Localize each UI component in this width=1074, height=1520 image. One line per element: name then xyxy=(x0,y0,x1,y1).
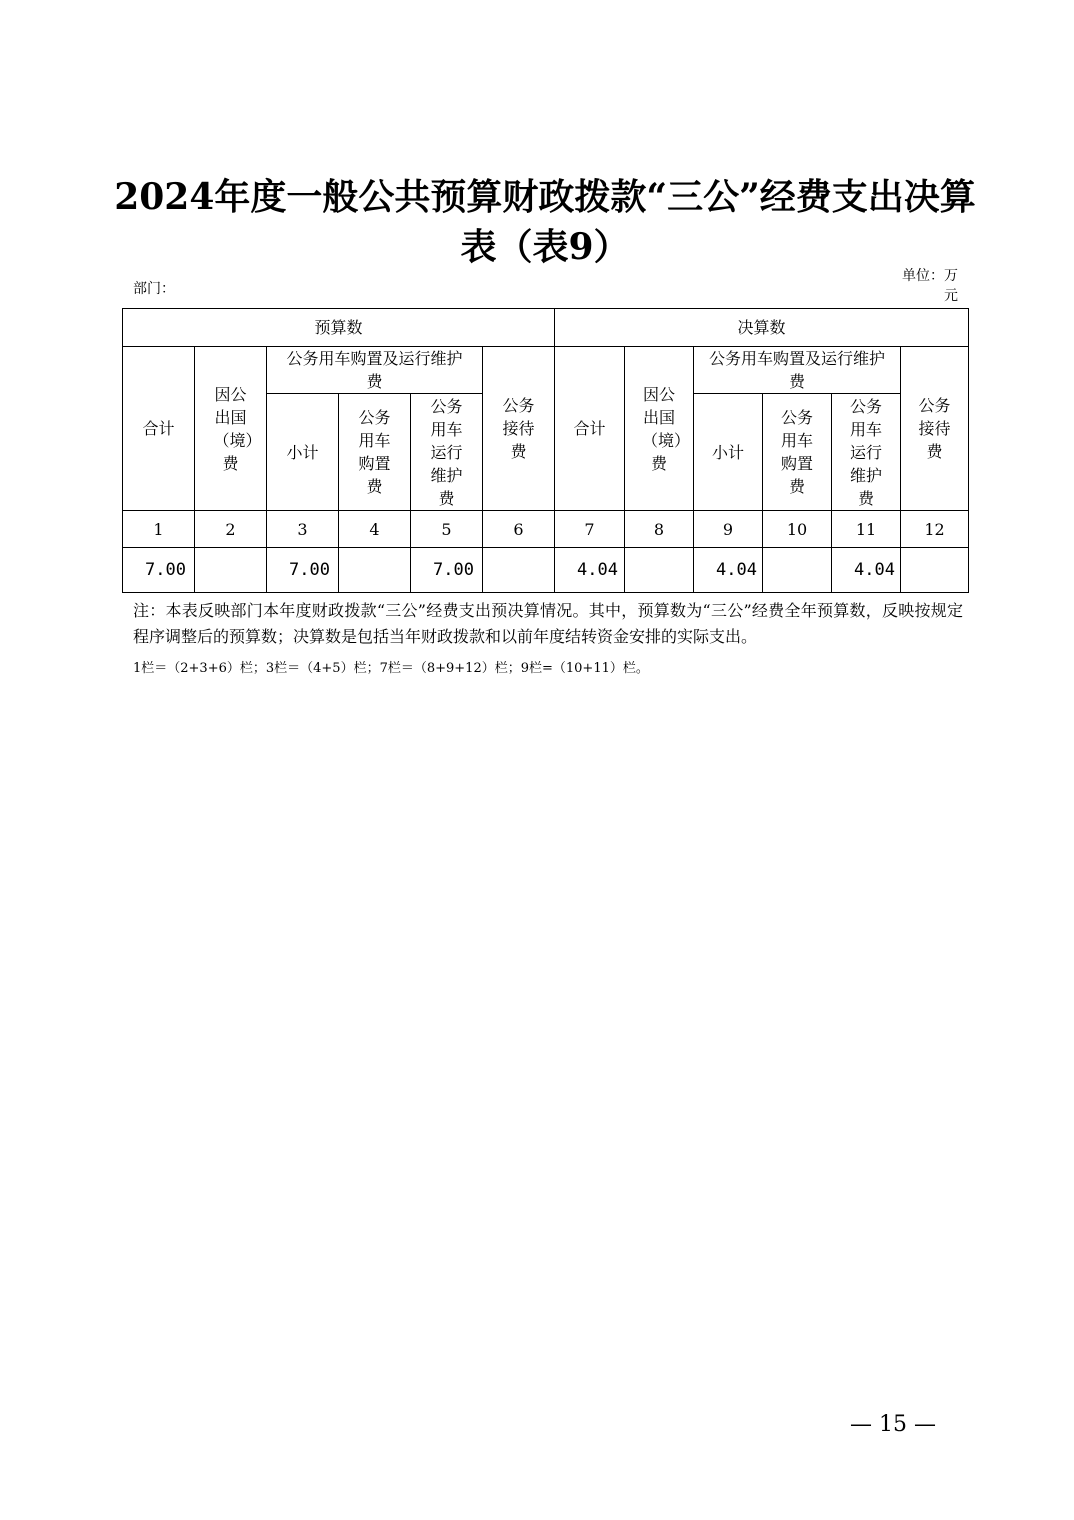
department-label: 部门： xyxy=(133,281,175,297)
column-number: 2 xyxy=(195,511,267,548)
page-number: — 15 — xyxy=(850,1412,936,1437)
value-cell: 7.00 xyxy=(411,548,483,593)
column-number: 11 xyxy=(832,511,901,548)
value-cell xyxy=(763,548,832,593)
formula-note: 1栏＝（2+3+6）栏；3栏＝（4+5）栏；7栏＝（8+9+12）栏；9栏=（10+11）栏。 xyxy=(133,661,649,676)
final-reception-header: 公务接待费 xyxy=(901,347,969,511)
value-cell: 4.04 xyxy=(555,548,625,593)
value-cell: 7.00 xyxy=(123,548,195,593)
column-number: 1 xyxy=(123,511,195,548)
column-number: 3 xyxy=(267,511,339,548)
value-cell: 4.04 xyxy=(832,548,901,593)
column-number: 9 xyxy=(694,511,763,548)
unit-label: 单位：万元 xyxy=(902,268,958,304)
column-number: 12 xyxy=(901,511,969,548)
value-cell xyxy=(901,548,969,593)
column-number: 5 xyxy=(411,511,483,548)
final-vehicle-purchase-header: 公务用车购置费 xyxy=(763,394,832,511)
column-number-row xyxy=(123,511,969,548)
value-cell xyxy=(195,548,267,593)
value-cell xyxy=(625,548,694,593)
final-header: 决算数 xyxy=(555,309,969,347)
value-cell xyxy=(483,548,555,593)
column-number: 10 xyxy=(763,511,832,548)
budget-subtotal-header: 小计 xyxy=(267,394,339,511)
value-cell xyxy=(339,548,411,593)
table-header-row-1 xyxy=(123,309,969,347)
budget-reception-header: 公务接待费 xyxy=(483,347,555,511)
value-cell: 4.04 xyxy=(694,548,763,593)
value-cell: 7.00 xyxy=(267,548,339,593)
budget-vehicle-purchase-header: 公务用车购置费 xyxy=(339,394,411,511)
table-note: 注：本表反映部门本年度财政拨款“三公”经费支出预决算情况。其中，预算数为“三公”经费全年预算数，反映按规定程序调整后的预算数；决算数是包括当年财政拨款和以前年度结转资金安排的实际支出。 xyxy=(133,601,963,646)
final-vehicle-operation-header: 公务用车运行维护费 xyxy=(832,394,901,511)
column-number: 7 xyxy=(555,511,625,548)
budget-vehicle-operation-header: 公务用车运行维护费 xyxy=(411,394,483,511)
column-number: 6 xyxy=(483,511,555,548)
final-subtotal-header: 小计 xyxy=(694,394,763,511)
budget-vehicle-group-header: 公务用车购置及运行维护费 xyxy=(267,347,483,394)
budget-total-header: 合计 xyxy=(123,347,195,511)
three-public-expenses-table xyxy=(122,308,969,593)
final-vehicle-group-header: 公务用车购置及运行维护费 xyxy=(694,347,901,394)
final-abroad-header: 因公出国（境）费 xyxy=(625,347,694,511)
value-row xyxy=(123,548,969,593)
table-header-row-2 xyxy=(123,347,969,394)
budget-header: 预算数 xyxy=(123,309,555,347)
document-title: 2024年度一般公共预算财政拨款“三公”经费支出决算表（表9） xyxy=(114,176,976,268)
column-number: 8 xyxy=(625,511,694,548)
column-number: 4 xyxy=(339,511,411,548)
budget-abroad-header: 因公出国（境）费 xyxy=(195,347,267,511)
final-total-header: 合计 xyxy=(555,347,625,511)
